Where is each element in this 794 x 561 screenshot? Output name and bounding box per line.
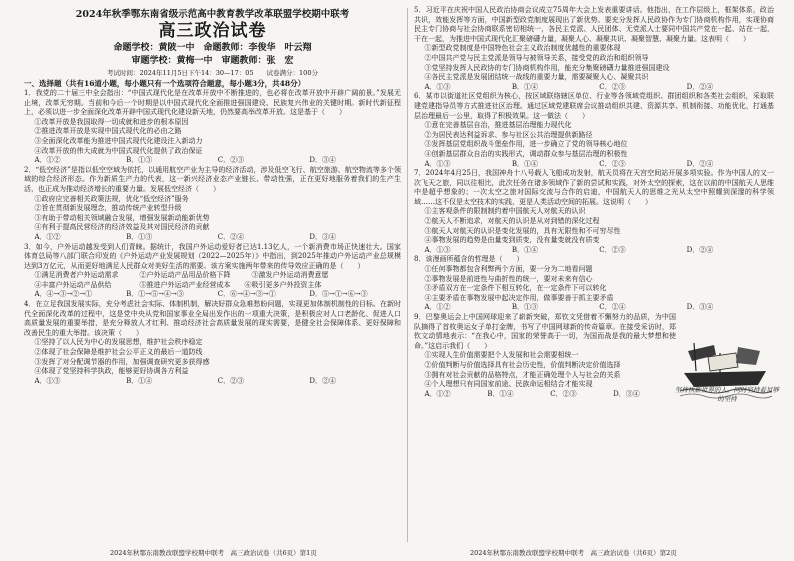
question-q7 xyxy=(414,169,774,255)
setters-line: 命题学校：黄陂一中 命题教师：李俊华 叶云翔 xyxy=(113,43,312,53)
statement-option: ④丰富户外运动产品供给 ⑤推进户外运动产业经营成本 ⑥吸引更多户外投资主体 xyxy=(34,280,322,289)
statement-option: ①任何事物都包含利弊两个方面，要一分为二地看问题 xyxy=(424,265,593,274)
statement-option: ②价值判断与价值选择具有社会历史性，价值判断决定价值选择 xyxy=(424,360,621,369)
footer-page-2: 2024年秋鄂东南教改联盟学校期中联考 高三政治试卷（共6页）第2页 xyxy=(470,549,677,557)
page-divider xyxy=(407,8,408,542)
statement-option: ③有助于带动相关领域融合发展，增强发展新动能新优势 xyxy=(34,213,210,222)
answer-choice[interactable]: C．②③ xyxy=(599,245,626,254)
page-two-column xyxy=(414,6,774,546)
statement-option: ①政府应完善相关政策法规，优化“低空经济”服务 xyxy=(34,194,189,203)
reviewers-line: 审题学校：黄梅一中 审题教师：张 宏 xyxy=(131,56,294,66)
answer-choice[interactable]: B．①③ xyxy=(126,232,153,241)
statement-option: ②体现了社会保障是维护社会公平正义的最后一道防线 xyxy=(34,348,203,357)
answer-choices xyxy=(414,160,774,170)
statement-option: ①满足消费者户外运动需求 ②户外运动产品用品价格下降 ③激发户外运动消费意愿 xyxy=(34,271,329,280)
answer-choice[interactable]: D．③④ xyxy=(309,156,336,165)
statement-option: ③航天人对航天的认识是变化发展的，具有无限性和不可穷尽性 xyxy=(424,226,621,235)
answer-choice[interactable]: A．①③ xyxy=(424,159,451,168)
statement-option: ④体现了党坚持科学执政，能够更好协调各方利益 xyxy=(34,367,189,376)
statement-option: ①新型政党制度是中国特色社会主义政治制度优越性的重要体现 xyxy=(424,44,621,53)
question-stem: 2．“低空经济”是指以低空空域为依托，以通用航空产业为主导的经济活动，涉及低空飞行、航空旅游、航空物流等多个领域的综合经济形态。作为新质生产力的代表，这一新兴经济业态产业链长、带动性强，正在更好地服务着我们的生产生活，也正成为推动经济增长的重要力量。发展低空经济（ ） xyxy=(24,165,401,193)
answer-choice[interactable]: B．①→⑤→④→③ xyxy=(126,290,184,299)
answer-choice[interactable]: C．②④ xyxy=(599,303,626,312)
answer-choice[interactable]: D．②④ xyxy=(686,159,714,168)
section-heading: 一、选择题（共有16道小题，每小题只有一个选项符合题意，每小题3分，共48分） xyxy=(24,79,306,88)
answer-choice[interactable]: A．①③ xyxy=(34,376,61,385)
answer-choice[interactable]: D．⑤→①→⑥→③ xyxy=(309,290,368,299)
answer-choice[interactable]: C．②③ xyxy=(217,156,245,165)
answer-choices xyxy=(24,290,401,300)
exam-info: 考试时间：2024年11月5日下午14：30—17：05 试卷满分：100分 xyxy=(107,69,318,77)
answer-choice[interactable]: D．③④ xyxy=(613,389,640,398)
answer-choice[interactable]: A．①② xyxy=(424,303,451,312)
answer-choice[interactable]: A．①③ xyxy=(424,245,451,254)
answer-choice[interactable]: C．②④ xyxy=(217,232,245,241)
statement-option: ①实现人生价值需要把个人发展和社会需要相统一 xyxy=(424,351,579,360)
answer-choice[interactable]: A．①② xyxy=(34,156,61,165)
answer-choice[interactable]: B．①③ xyxy=(126,156,153,165)
question-q8 xyxy=(414,255,774,313)
question-q2 xyxy=(24,166,401,243)
answer-choice[interactable]: A．①② xyxy=(424,389,451,398)
answer-choices xyxy=(414,390,676,400)
subject-title: 高三政治试卷 xyxy=(158,21,267,41)
statement-option: ③发挥了对分配调节器的作用，加强调查研究更多获得感 xyxy=(34,357,210,366)
statement-option: ②航天人不断追求，对航天的认识是从对到错的深化过程 xyxy=(424,217,600,226)
question-q5 xyxy=(414,6,774,92)
statement-option: ④个人理想只有同国家前途、民族命运相结合才能实现 xyxy=(424,380,593,389)
answer-choices xyxy=(24,377,401,387)
answer-choice[interactable]: C．②③ xyxy=(550,389,577,398)
statement-option: ④事物发展的趋势是由量变到质变，没有量变就没有质变 xyxy=(424,236,600,245)
statement-option: ①坚持了以人民为中心的发展思想，维护社会秩序稳定 xyxy=(34,338,203,347)
answer-choice[interactable]: B．①④ xyxy=(126,376,153,385)
statement-option: ④各民主党派是发展团结统一战线的重要力量，需要凝聚人心、凝聚共识 xyxy=(424,73,649,82)
answer-choice[interactable]: B．①④ xyxy=(511,245,539,254)
answer-choice[interactable]: A．①② xyxy=(34,232,61,241)
answer-choice[interactable]: A．④→③→②→① xyxy=(34,290,93,299)
answer-choice[interactable]: C．②③ xyxy=(599,159,626,168)
question-stem: 8．该漫画所蕴含的哲理是（ ） xyxy=(414,255,524,264)
statement-option: ④有利于提高民营经济的经济效益及其对国民经济的贡献 xyxy=(34,223,210,232)
question-q3 xyxy=(24,243,401,301)
answer-choices xyxy=(24,233,401,243)
statement-option: ①主客观条件的限制制约着中国航天人对航天的认识 xyxy=(424,207,586,216)
cartoon-caption: 坚持执新世界的人，同时坚持着足够的坚持 xyxy=(675,386,779,403)
answer-choice[interactable]: B．①④ xyxy=(511,159,539,168)
exam-title: 2024年秋季鄂东南省级示范高中教育教学改革联盟学校期中联考 xyxy=(75,9,350,20)
answer-choices xyxy=(414,246,774,256)
statement-option: ③矛盾双方在一定条件下相互转化，在一定条件下可以转化 xyxy=(424,284,607,293)
statement-option: ②推进改革开放是实现中国式现代化的必由之路 xyxy=(34,127,182,136)
statement-option: ②中国共产党与民主党派是领导与被领导关系，接受党的政治和组织领导 xyxy=(424,53,649,62)
question-list-left xyxy=(24,89,401,386)
statement-option: ④主要矛盾在事物发展中起决定作用，做事要善于抓主要矛盾 xyxy=(424,293,614,302)
question-stem: 3．如今，户外运动越发受到人们青睐。据统计，我国户外运动爱好者已达1.13亿人，一个新消费市场正快速壮大。国家体育总局等八部门联合印发的《户外运动产业发展规划（2022—2025年）》中指出，到2025年推动户外运动产业总规模达到3万亿元，从而更好地满足人民群众对美好生活的需要。该方案实施两年带来的传导效应正确的是（ ） xyxy=(24,242,401,270)
answer-choices xyxy=(24,156,401,166)
answer-choice[interactable]: D．②④ xyxy=(309,376,336,385)
question-stem: 6．某市以街道社区党组织为核心，按区域联络辖区单位、行业等各领域党组织、群团组织和各类社会组织，采取联建党建指导员等方式推进社区治理。通过区域党建联席会议推动组织共建、资源共享、机制衔接、功能优化，打通基层治理最后一公里，取得了积极效果。这一做法（ ） xyxy=(414,92,774,120)
answer-choice[interactable]: C．②③ xyxy=(599,82,626,91)
answer-choice[interactable]: D．③④ xyxy=(686,303,714,312)
answer-choice[interactable]: D．②④ xyxy=(686,82,714,91)
question-q4 xyxy=(24,300,401,386)
question-stem: 5．习近平在庆祝中国人民政治协商会议成立75周年大会上发表重要讲话。他指出，在工作层级上，框架体系，政治共识，效能发挥等方面，中国新型政党制度展现出了新优势。要充分发挥人民政协作为专门协商机构作用，实现协商民主专门协商与社会协商联系密切相统一，各民主党派、人民团体、无党派人士要同中国共产党在一起、站在一起，干在一起，为推进中国式现代化汇聚磅礴力量，凝聚人心、凝聚共识、凝聚智慧、凝聚力量。这表明（ ） xyxy=(414,6,774,43)
statement-option: ①改革开放是我国取得一切成就和进步的根本原因 xyxy=(34,117,189,126)
footer-page-1: 2024年秋鄂东南教改联盟学校期中联考 高三政治试卷（共6页）第1页 xyxy=(110,549,317,557)
statement-option: ③发挥基层党组织战斗堡垒作用，进一步确立了党的领导核心地位 xyxy=(424,140,628,149)
question-q1 xyxy=(24,89,401,166)
statement-option: ③全面深化改革能为推进中国式现代化建设注入新动力 xyxy=(34,136,203,145)
answer-choice[interactable]: B．①③ xyxy=(511,303,539,312)
question-stem: 1．我党的二十届三中全会指出：“中国式现代化是在改革开放中不断推进的，也必将在改革开放中开辟广阔前景。”发展无止境，改革无穷期。当前和今后一个时期是以中国式现代化全面推进强国建设、民族复兴伟业的关键时期。新时代新征程上，必须以进一步全面深化改革开辟中国式现代化建设新天地，仍然要高举改革开放。这是基于（ ） xyxy=(24,89,401,117)
statement-option: ③拥有对社会贡献的品格特点，才能正确处理个人与社会的关系 xyxy=(424,370,621,379)
answer-choice[interactable]: D．③④ xyxy=(309,232,336,241)
answer-choice[interactable]: B．①④ xyxy=(487,389,514,398)
answer-choices xyxy=(414,303,774,313)
statement-option: ②事物发展是前进性与曲折性的统一，要对未来有信心 xyxy=(424,274,593,283)
statement-option: ②为居民表达利益诉求、参与社区公共治理提供新路径 xyxy=(424,130,593,139)
answer-choice[interactable]: D．②④ xyxy=(686,245,714,254)
question-stem: 9．巴黎奥运会上中国网球迎来了崭新突破，郑钦文凭借着不懈努力的品质，为中国队摘得了首枚奥运女子单打金牌，书写了中国网球新的传奇篇章。在接受采访时，郑钦文动情地表示：“在我心中，国家的荣誉高于一切，为国而战是我的最大梦想和使命。”这启示我们（ ） xyxy=(414,313,676,350)
answer-choices xyxy=(414,83,774,93)
statement-option: ①意在完善基层自治，推进基层治理能力现代化 xyxy=(424,121,572,130)
answer-choice[interactable]: A．①③ xyxy=(424,82,451,91)
question-stem: 7．2024年4月25日，我国神舟十八号载人飞船成功发射，航天员将在天宫空间站开展多项实验。作为中国人的又一次飞天之旅，同以往相比，此次任务在诸多领域作了新的尝试和实践，对外太空的探索，这在以前的中国航天人思维中是超乎想象的；一次太空之旅对国际交流与合作的启迪，中国航天人的思维之光从太空中照耀到深邃的科学领域……这不仅是太空技术的实践，更是人类活动空间的拓展。这说明（ ） xyxy=(414,169,774,206)
answer-choice[interactable]: B．①④ xyxy=(511,82,539,91)
answer-choice[interactable]: C．②③ xyxy=(217,376,245,385)
question-q6 xyxy=(414,92,774,169)
statement-option: ②旨在贯彻新发展理念，推动传统产业转型升级 xyxy=(34,204,182,213)
question-stem: 4．在立足我国发展实际，充分考虑社会实际、体制机制，解决好群众急难愁盼问题，实现更加体制机制性的目标。在新时代全面深化改革的过程中，这是党中央从党和国家事业全局出发作出的一项重大决策，是积极应对人口老龄化、促进人口高质量发展的重要举措，是充分释放人才红利、推动经济社会高质量发展的现实需要，是健全社会保障体系、更好保障和改善民生的重大举措。该决策（ ） xyxy=(24,300,401,337)
answer-choice[interactable]: C．⑥→④→③→① xyxy=(217,290,276,299)
statement-option: ③党坚持发挥人民政协的专门协商机构作用，能充分集聚磅礴力量推进强国建设 xyxy=(424,63,670,72)
statement-option: ④创新基层群众自治的实践形式，调动群众参与基层治理的积极性 xyxy=(424,149,628,158)
statement-option: ④改革开放的伟大成就为中国式现代化提供了政治保证 xyxy=(34,146,203,155)
page-one-column xyxy=(24,6,401,546)
